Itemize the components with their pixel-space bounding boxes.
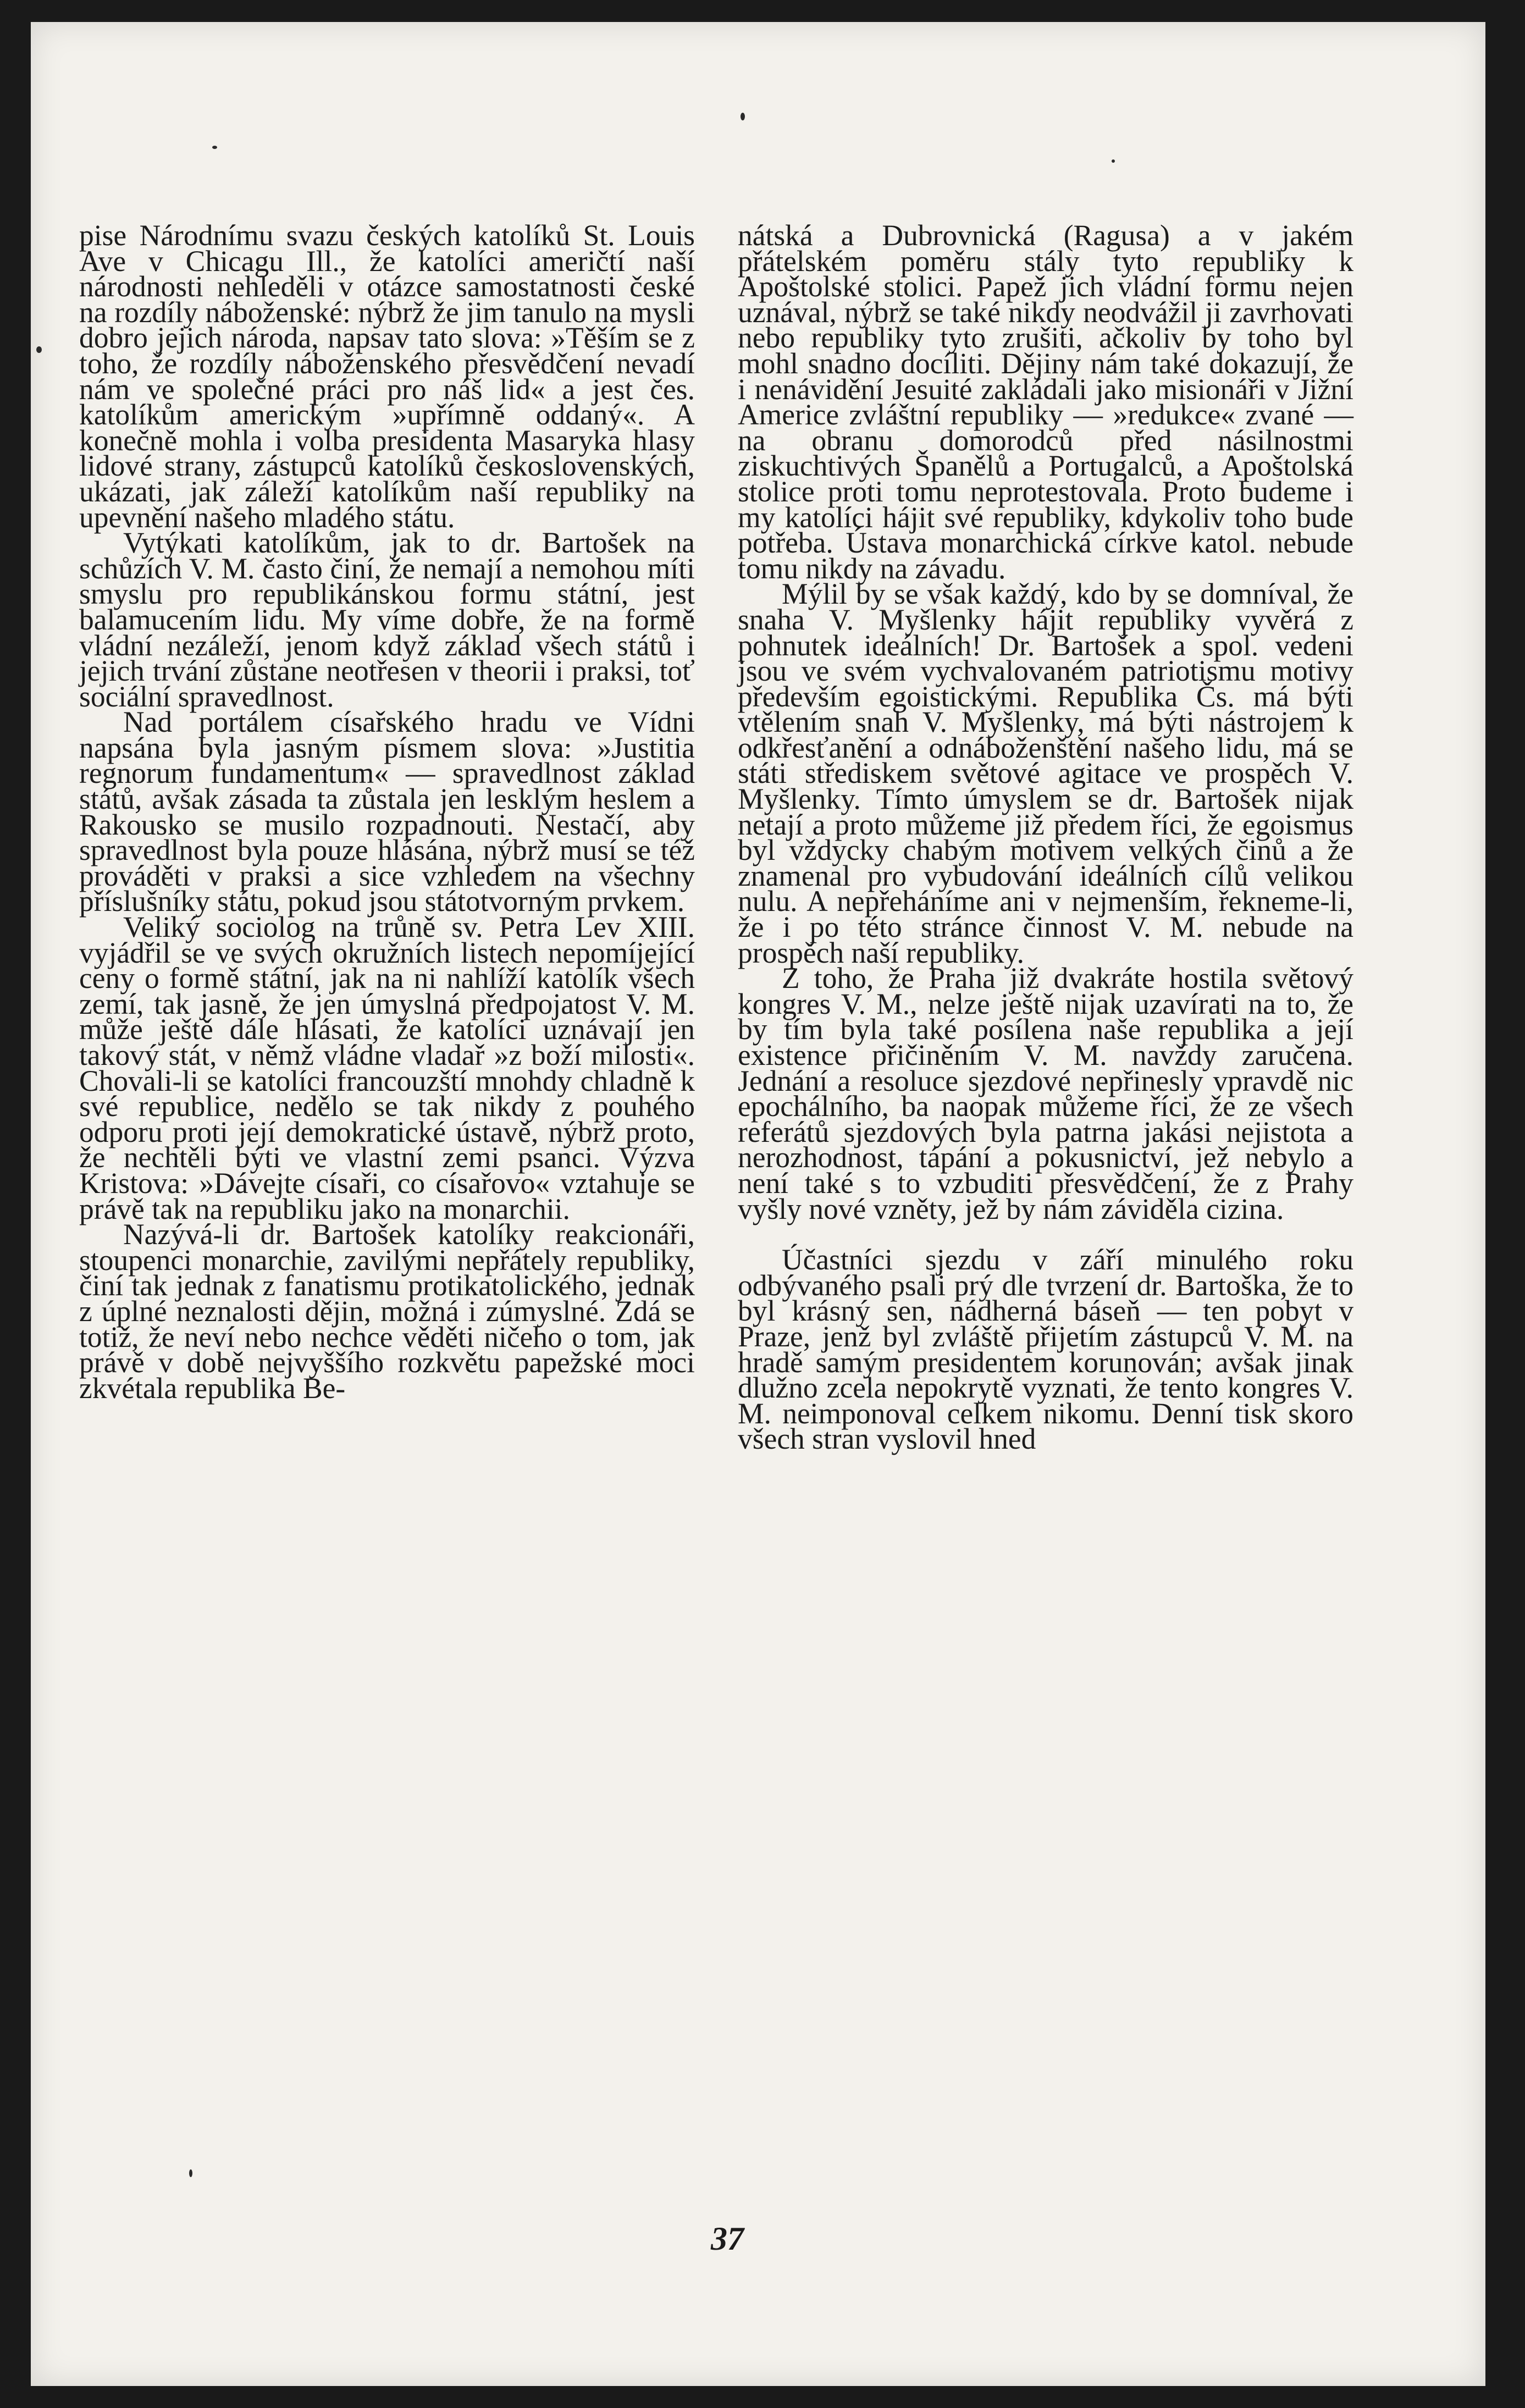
paragraph: Mýlil by se však každý, kdo by se domníval, že snaha V. Myšlenky hájit republiky vyvěrá z pohnutek ideálních! Dr. Bartošek a spol. vedeni jsou ve svém vychvalovaném patriotismu motivy především egoistickými. Republika Čs. má býti vtělením snah V. Myšlenky, má býti nástrojem k odkřesťanění a odnáboženštění našeho lidu, má se státi střediskem světové agitace ve prospěch V. Myšlenky. Tímto úmyslem se dr. Bartošek nijak netají a proto můžeme již předem říci, že egoismus byl vždycky chabým motivem velkých činů a že znamenal pro vybudování ideálních cílů velikou nulu. A nepřeháníme ani v nejmenším, řekneme-li, že i po této stránce činnost V. M. nebude na prospěch naší republiky.: [738, 577, 1353, 969]
right-column: [738, 219, 1353, 1456]
paragraph: Vytýkati katolíkům, jak to dr. Bartošek na schůzích V. M. často činí, že nemají a nemohou míti smyslu pro republikánskou formu státní, jest balamucením lidu. My víme dobře, že na formě vládní nezáleží, jenom když základ všech států i jejich trvání zůstane neotřesen v theorii i praksi, toť sociální spravedlnost.: [79, 526, 695, 713]
page-number: 37: [711, 2221, 744, 2257]
scan-speck: [36, 346, 42, 353]
paragraph: Nad portálem císařského hradu ve Vídni napsána byla jasným písmem slova: »Justitia regnorum fundamentum« — spravedlnost základ států, avšak zásada ta zůstala jen lesklým heslem a Rakousko se musilo rozpadnouti. Nestačí, aby spravedlnost byla pouze hlásána, nýbrž musí se též prováděti v praksi a sice vzhledem na všechny příslušníky státu, pokud jsou státotvorným prvkem.: [79, 705, 695, 918]
left-column: [79, 219, 695, 1405]
paragraph: Nazývá-li dr. Bartošek katolíky reakcionáři, stoupenci monarchie, zavilými nepřátely republiky, činí tak jednak z fanatismu protikatolického, jednak z úplné neznalosti dějin, možná i zúmyslné. Zdá se totiž, že neví nebo nechce věděti ničeho o tom, jak právě v době nejvyššího rozkvětu papežské moci zkvétala republika Be-: [79, 1218, 695, 1405]
paragraph: nátská a Dubrovnická (Ragusa) a v jakém přátelském poměru stály tyto republiky k Apoštolské stolici. Papež jich vládní formu nejen uznával, nýbrž se také nikdy neodvážil ji zavrhovati nebo republiky tyto zrušiti, ačkoliv by toho byl mohl snadno docíliti. Dějiny nám také dokazují, že i nenávidění Jesuité zakládali jako misionáři v Jižní Americe zvláštní republiky — »redukce« zvané — na obranu domorodců před násilnostmi ziskuchtivých Španělů a Portugalců, a Apoštolská stolice proti tomu neprotestovala. Proto budeme i my katolíci hájit své republiky, kdykoliv toho bude potřeba. Ústava monarchická církve katol. nebude tomu nikdy na závadu.: [738, 219, 1353, 585]
paragraph: Z toho, že Praha již dvakráte hostila světový kongres V. M., nelze ještě nijak uzavírati na to, že by tím byla také posílena naše republika a její existence přičiněním V. M. navždy zaručena. Jednání a resoluce sjezdové nepřinesly vpravdě nic epochálního, ba naopak můžeme říci, že ze všech referátů sjezdových byla patrna jakási nejistota a nerozhodnost, tápání a pokusnictví, jež nebylo a není také s to vzbuditi přesvědčení, že z Prahy vyšly nové vzněty, jež by nám záviděla cizina.: [738, 962, 1353, 1225]
scan-speck: [189, 2169, 192, 2177]
scanned-page: [31, 22, 1485, 2386]
scan-speck: [212, 146, 217, 149]
scan-speck: [1112, 159, 1115, 163]
paragraph: pise Národnímu svazu českých katolíků St. Louis Ave v Chicagu Ill., že katolíci američtí naší národnosti nehleděli v otázce samostatnosti české na rozdíly náboženské: nýbrž že jim tanulo na mysli dobro jejich národa, napsav tato slova: »Těším se z toho, že rozdíly náboženského přesvědčení nevadí nám ve společné práci pro náš lid« a jest čes. katolíkům americkým »upřímně oddaný«. A konečně mohla i volba presidenta Masaryka hlasy lidové strany, zástupců katolíků československých, ukázati, jak záleží katolíkům naší republiky na upevnění našeho mladého státu.: [79, 219, 695, 534]
paragraph: Účastníci sjezdu v září minulého roku odbývaného psali prý dle tvrzení dr. Bartoška, že to byl krásný sen, nádherná báseň — ten pobyt v Praze, jenž byl zvláště přijetím zástupců V. M. na hradě samým presidentem korunován; avšak jinak dlužno zcela nepokrytě vyznati, že tento kongres V. M. neimponoval celkem nikomu. Denní tisk skoro všech stran vyslovil hned: [738, 1243, 1353, 1456]
paragraph: Veliký sociolog na trůně sv. Petra Lev XIII. vyjádřil se ve svých okružních listech nepomíjející ceny o formě státní, jak na ni nahlíží katolík všech zemí, tak jasně, že jen úmyslná předpojatost V. M. může ještě dále hlásati, že katolíci uznávají jen takový stát, v němž vládne vladař »z boží milosti«. Chovali-li se katolíci francouzští mnohdy chladně k své republice, nedělo se tak nikdy z pouhého odporu proti její demokratické ústavě, nýbrž proto, že nechtěli býti ve vlastní zemi psanci. Výzva Kristova: »Dávejte císaři, co císařovo« vztahuje se právě tak na republiku jako na monarchii.: [79, 910, 695, 1225]
scan-speck: [741, 113, 745, 120]
